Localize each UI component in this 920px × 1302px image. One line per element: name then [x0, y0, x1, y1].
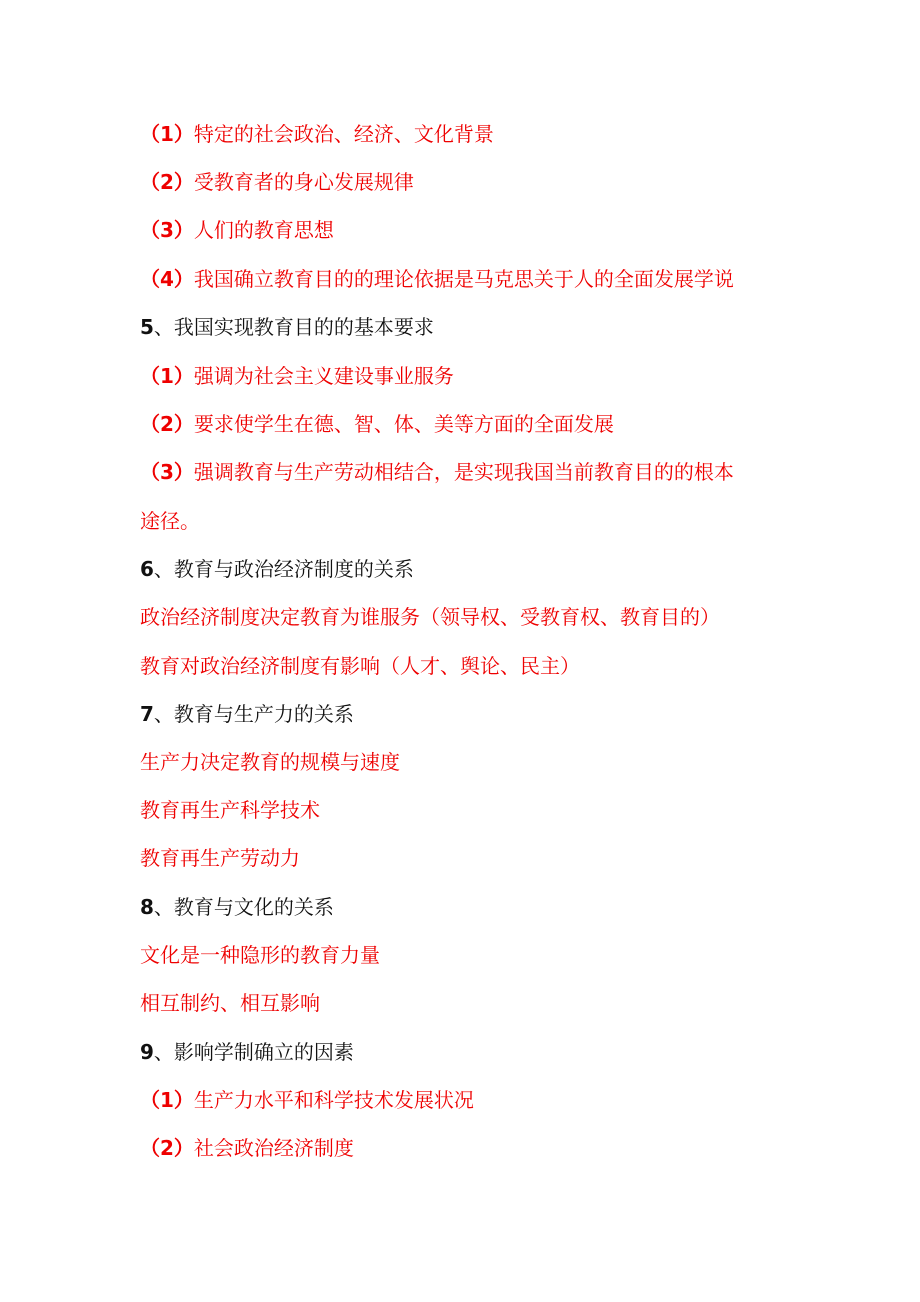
item-text: 受教育者的身心发展规律: [193, 170, 414, 194]
item-number: （2）: [140, 412, 194, 436]
heading-text: 、教育与文化的关系: [153, 895, 334, 919]
item-text: 要求使学生在德、智、体、美等方面的全面发展: [193, 412, 614, 436]
paragraph-line: 教育对政治经济制度有影响（人才、舆论、民主）: [140, 654, 580, 678]
item-number: （3）: [140, 218, 194, 242]
paragraph-line: 文化是一种隐形的教育力量: [140, 943, 380, 967]
item-number: （4）: [140, 267, 194, 291]
list-item: [140, 352, 800, 400]
item-text: 生产力水平和科学技术发展状况: [193, 1088, 474, 1112]
item-number: （2）: [140, 1136, 194, 1160]
heading-number: 5: [140, 315, 154, 339]
item-number: （1）: [140, 122, 194, 146]
list-item: [140, 1076, 800, 1124]
section-heading: [140, 883, 800, 931]
heading-text: 、教育与政治经济制度的关系: [153, 557, 414, 581]
heading-text: 、影响学制确立的因素: [153, 1040, 354, 1064]
item-text: 我国确立教育目的的理论依据是马克思关于人的全面发展学说: [193, 267, 734, 291]
list-item: [140, 158, 800, 206]
item-number: （1）: [140, 364, 194, 388]
item-number: （2）: [140, 170, 194, 194]
heading-text: 、我国实现教育目的的基本要求: [153, 315, 434, 339]
paragraph-line: 生产力决定教育的规模与速度: [140, 750, 400, 774]
list-item: [140, 400, 800, 448]
section-heading: [140, 1028, 800, 1076]
paragraph-line: 相互制约、相互影响: [140, 991, 320, 1015]
section-heading: [140, 303, 800, 351]
paragraph-line: 途径。: [140, 509, 200, 533]
item-text: 特定的社会政治、经济、文化背景: [193, 122, 494, 146]
item-text: 人们的教育思想: [193, 218, 334, 242]
heading-number: 6: [140, 557, 154, 581]
item-text: 强调教育与生产劳动相结合，是实现我国当前教育目的的根本: [193, 460, 734, 484]
item-number: （1）: [140, 1088, 194, 1112]
section-heading: [140, 690, 800, 738]
heading-number: 8: [140, 895, 154, 919]
heading-text: 、教育与生产力的关系: [153, 702, 354, 726]
paragraph-line: 教育再生产科学技术: [140, 798, 320, 822]
list-item: [140, 1124, 800, 1172]
list-item: [140, 206, 800, 254]
paragraph-line: 政治经济制度决定教育为谁服务（领导权、受教育权、教育目的）: [140, 605, 720, 629]
list-item: [140, 255, 800, 303]
paragraph-line: 教育再生产劳动力: [140, 846, 300, 870]
item-text: 强调为社会主义建设事业服务: [193, 364, 454, 388]
heading-number: 9: [140, 1040, 154, 1064]
list-item: [140, 448, 800, 496]
item-number: （3）: [140, 460, 194, 484]
heading-number: 7: [140, 702, 154, 726]
item-text: 社会政治经济制度: [193, 1136, 354, 1160]
section-heading: [140, 545, 800, 593]
list-item: [140, 110, 800, 158]
